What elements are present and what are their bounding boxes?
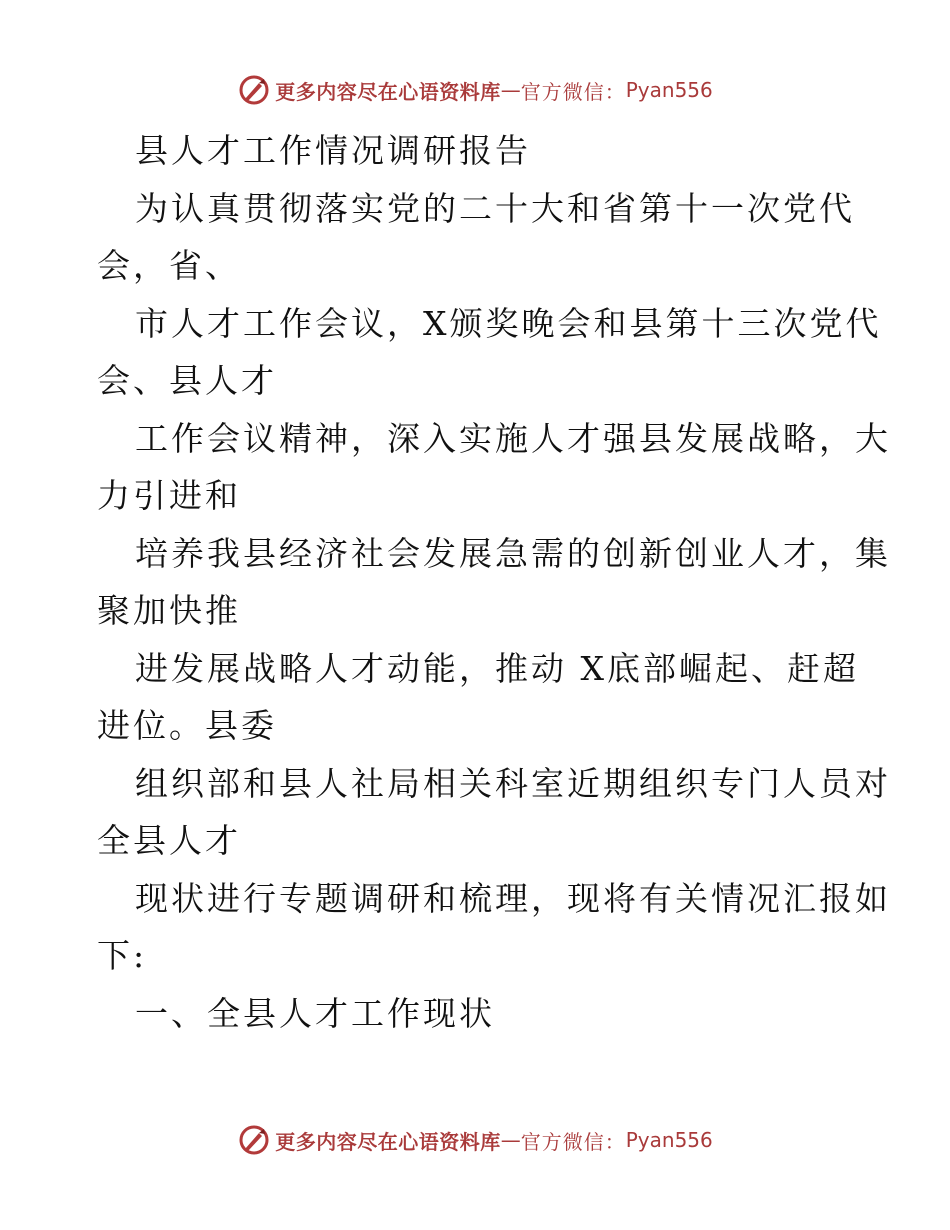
document-body (97, 122, 891, 1042)
banner-separator: — (500, 1128, 521, 1152)
text-line: 培养我县经济社会发展急需的创新创业人才，集 (135, 533, 891, 573)
banner-title: 更多内容尽在心语资料库 (275, 1129, 501, 1154)
banner-wechat-id: Pyan556 (625, 1128, 713, 1152)
text-line: 进位。县委 (97, 706, 277, 745)
banner-wechat-id: Pyan556 (625, 78, 713, 102)
text-line: 进发展战略人才动能，推动 X底部崛起、赶超 (135, 648, 859, 688)
pen-logo-icon (237, 73, 271, 107)
banner-title: 更多内容尽在心语资料库 (275, 79, 501, 104)
section-heading: 一、全县人才工作现状 (135, 993, 495, 1033)
text-line: 力引进和 (97, 476, 241, 515)
text-line: 工作会议精神，深入实施人才强县发展战略，大 (135, 418, 891, 458)
text-line: 会、县人才 (97, 361, 277, 400)
text-line: 现状进行专题调研和梳理，现将有关情况汇报如 (135, 878, 891, 918)
text-line: 聚加快推 (97, 591, 241, 630)
banner-separator: — (500, 78, 521, 102)
text-line: 下: (97, 936, 148, 975)
banner-wechat-label: 官方微信： (520, 79, 626, 104)
text-line: 为认真贯彻落实党的二十大和省第十一次党代 (135, 188, 855, 228)
document-title: 县人才工作情况调研报告 (135, 131, 531, 170)
text-line: 会，省、 (97, 246, 241, 285)
pen-logo-icon (237, 1123, 271, 1157)
footer-watermark-banner (0, 1120, 950, 1160)
text-line: 全县人才 (97, 821, 241, 860)
header-watermark-banner (0, 70, 950, 110)
text-line: 市人才工作会议，X颁奖晚会和县第十三次党代 (135, 303, 882, 343)
banner-wechat-label: 官方微信： (520, 1129, 626, 1154)
text-line: 组织部和县人社局相关科室近期组织专门人员对 (135, 763, 891, 803)
